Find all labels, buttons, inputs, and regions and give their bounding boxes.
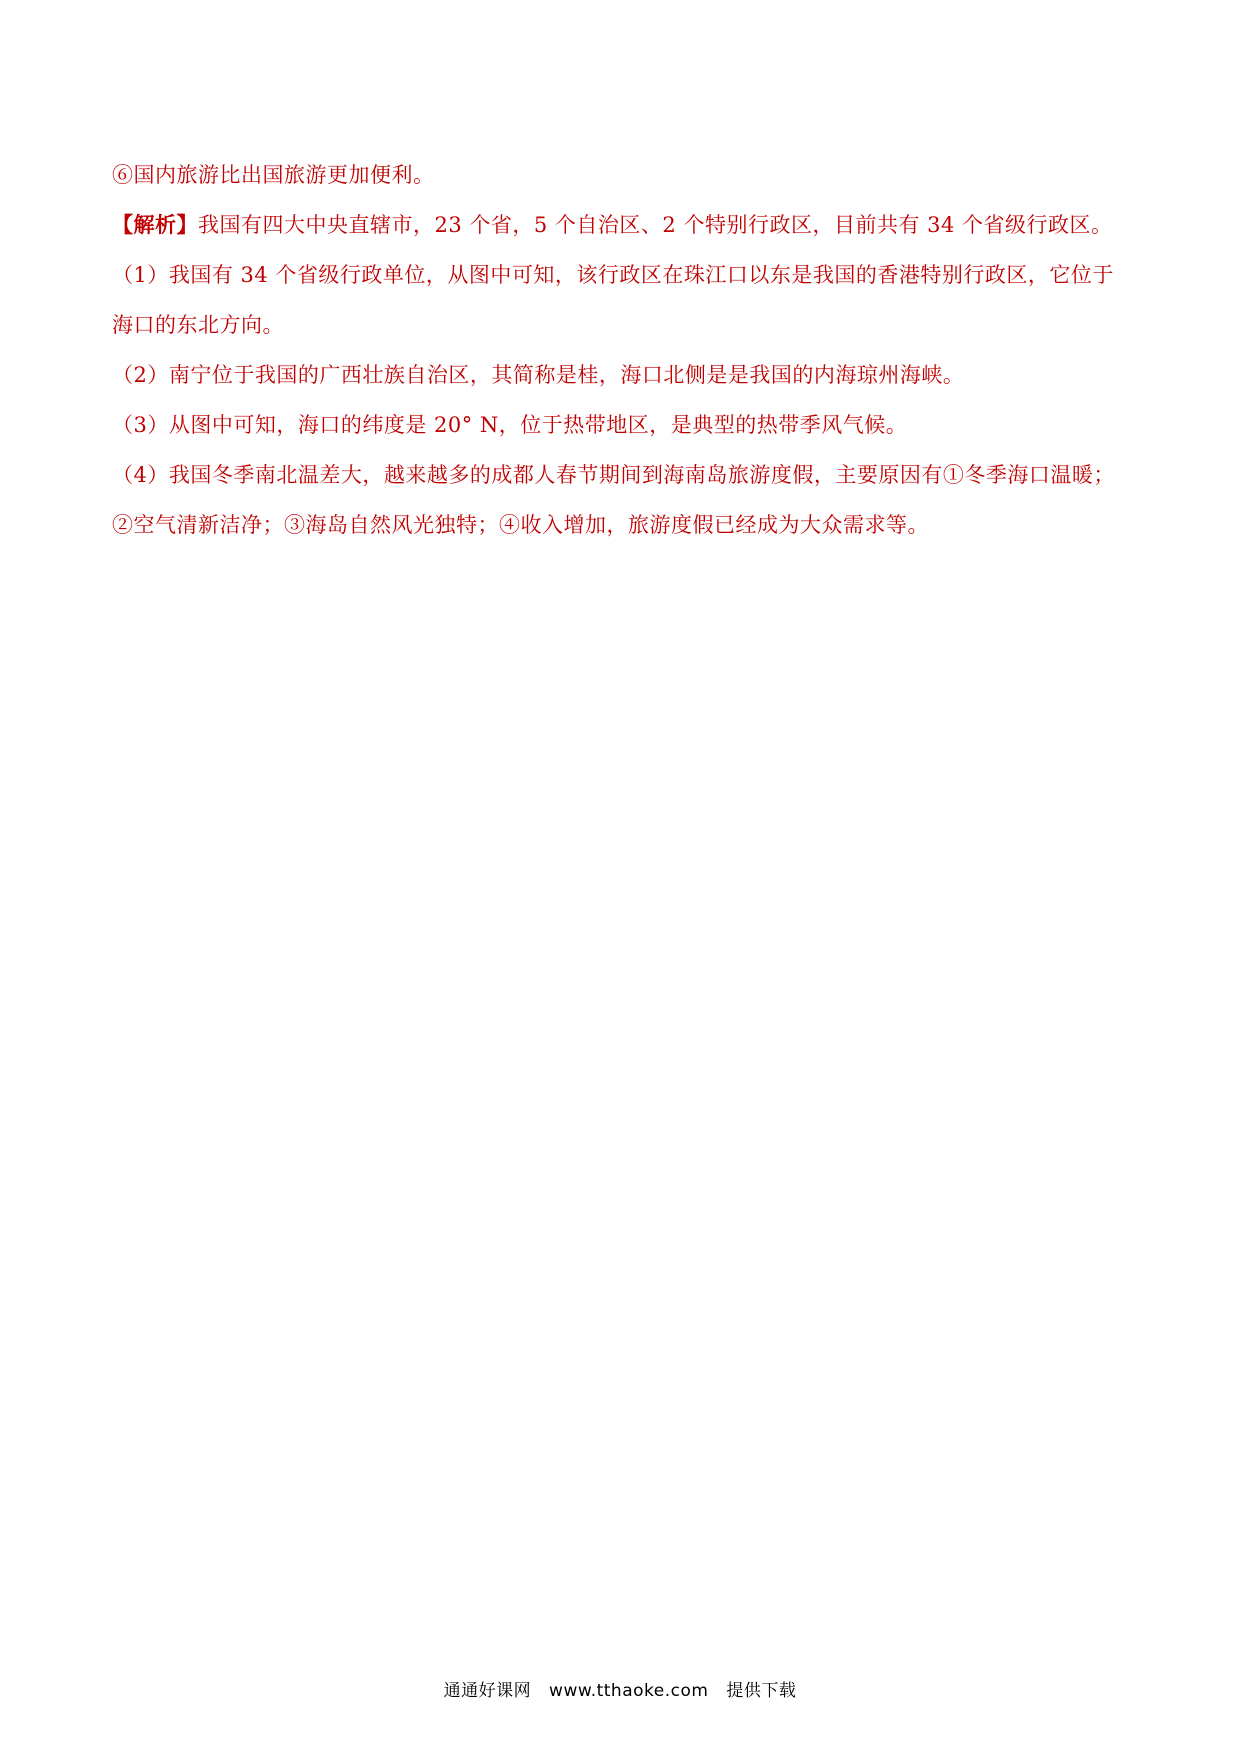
explanation-2: （2）南宁位于我国的广西壮族自治区，其简称是桂，海口北侧是是我国的内海琼州海峡。 bbox=[112, 363, 965, 387]
explanation-1-line-2: 海口的东北方向。 bbox=[112, 313, 284, 337]
footer-suffix: 提供下载 bbox=[726, 1681, 797, 1701]
analysis-label: 【解析】 bbox=[112, 212, 198, 237]
page-footer bbox=[0, 1676, 1240, 1701]
explanation-4-line-1: （4）我国冬季南北温差大，越来越多的成都人春节期间到海南岛旅游度假，主要原因有①冬季海口温暖； bbox=[112, 463, 1115, 487]
answer-line-6: ⑥国内旅游比出国旅游更加便利。 bbox=[112, 163, 435, 187]
explanation-3: （3）从图中可知，海口的纬度是 20° N，位于热带地区，是典型的热带季风气候。 bbox=[112, 413, 908, 437]
analysis-text: 我国有四大中央直辖市，23 个省，5 个自治区、2 个特别行政区，目前共有 34 个省级行政区。 bbox=[198, 213, 1113, 237]
footer-url: www.tthaoke.com bbox=[549, 1681, 709, 1701]
answer-content bbox=[112, 150, 1132, 550]
analysis-line bbox=[112, 200, 1132, 250]
explanation-1-line-1: （1）我国有 34 个省级行政单位，从图中可知，该行政区在珠江口以东是我国的香港特别行政区，它位于 bbox=[112, 263, 1114, 287]
footer-site-name: 通通好课网 bbox=[443, 1681, 532, 1701]
explanation-4-line-2: ②空气清新洁净；③海岛自然风光独特；④收入增加，旅游度假已经成为大众需求等。 bbox=[112, 513, 929, 537]
